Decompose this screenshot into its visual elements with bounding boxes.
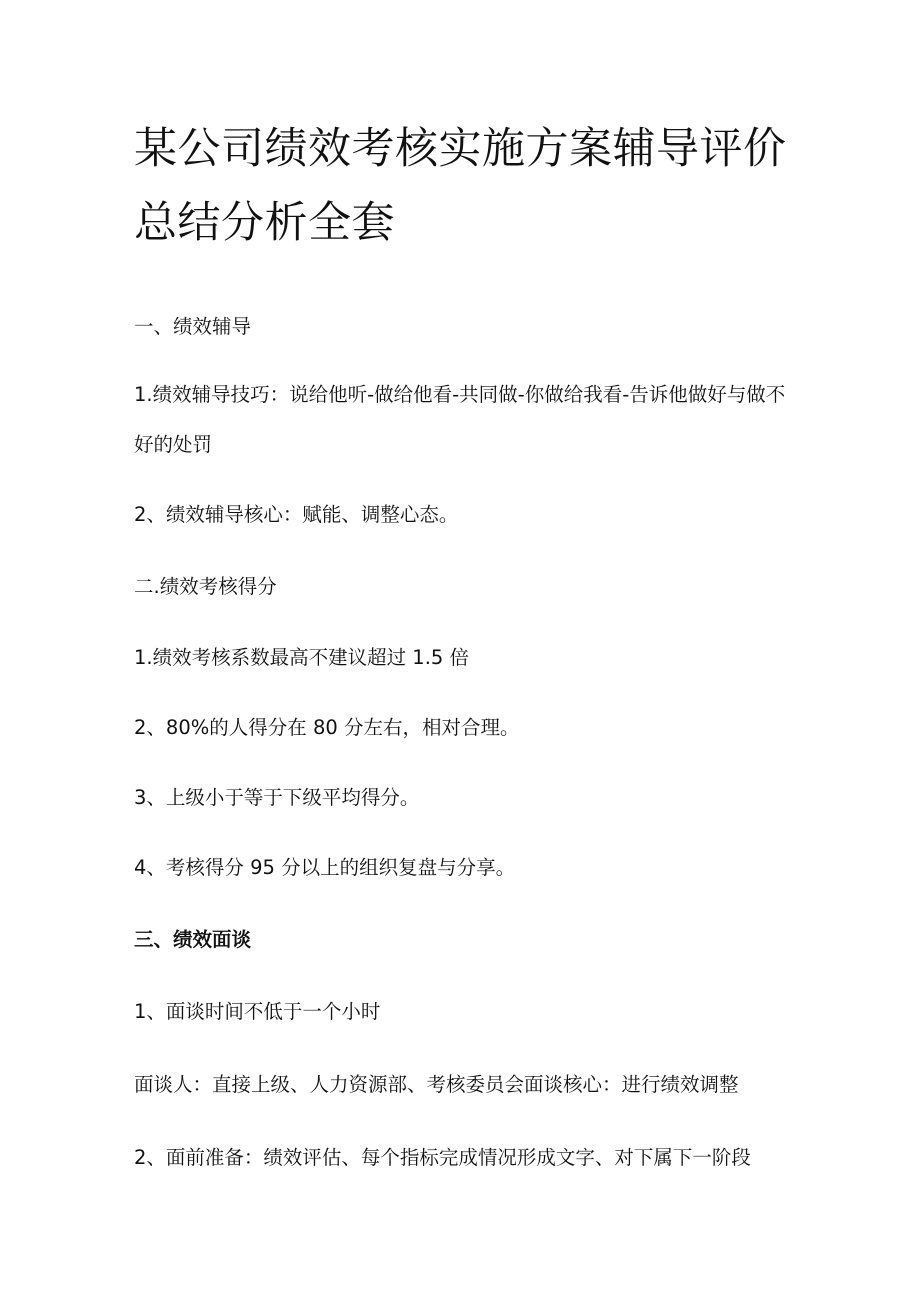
paragraph-review-sharing: 4、考核得分 95 分以上的组织复盘与分享。 [134, 856, 516, 879]
section-heading-performance-coaching: 一、绩效辅导 [134, 315, 252, 338]
section-heading-assessment-score: 二.绩效考核得分 [134, 575, 277, 598]
section-heading-performance-interview: 三、绩效面谈 [134, 928, 252, 951]
paragraph-score-distribution: 2、80%的人得分在 80 分左右，相对合理。 [134, 716, 520, 739]
paragraph-superior-average: 3、上级小于等于下级平均得分。 [134, 786, 420, 809]
paragraph-interviewers: 面谈人：直接上级、人力资源部、考核委员会面谈核心：进行绩效调整 [134, 1073, 739, 1096]
paragraph-coaching-core: 2、绩效辅导核心：赋能、调整心态。 [134, 503, 459, 526]
paragraph-coefficient-limit: 1.绩效考核系数最高不建议超过 1.5 倍 [134, 646, 470, 669]
paragraph-interview-duration: 1、面谈时间不低于一个小时 [134, 1000, 381, 1023]
paragraph-coaching-techniques: 1.绩效辅导技巧：说给他听-做给他看-共同做-你做给我看-告诉他做好与做不好的处罚 [134, 383, 786, 456]
document-title: 某公司绩效考核实施方案辅导评价总结分析全套 [134, 124, 787, 248]
paragraph-interview-preparation: 2、面前准备：绩效评估、每个指标完成情况形成文字、对下属下一阶段 [134, 1146, 751, 1169]
